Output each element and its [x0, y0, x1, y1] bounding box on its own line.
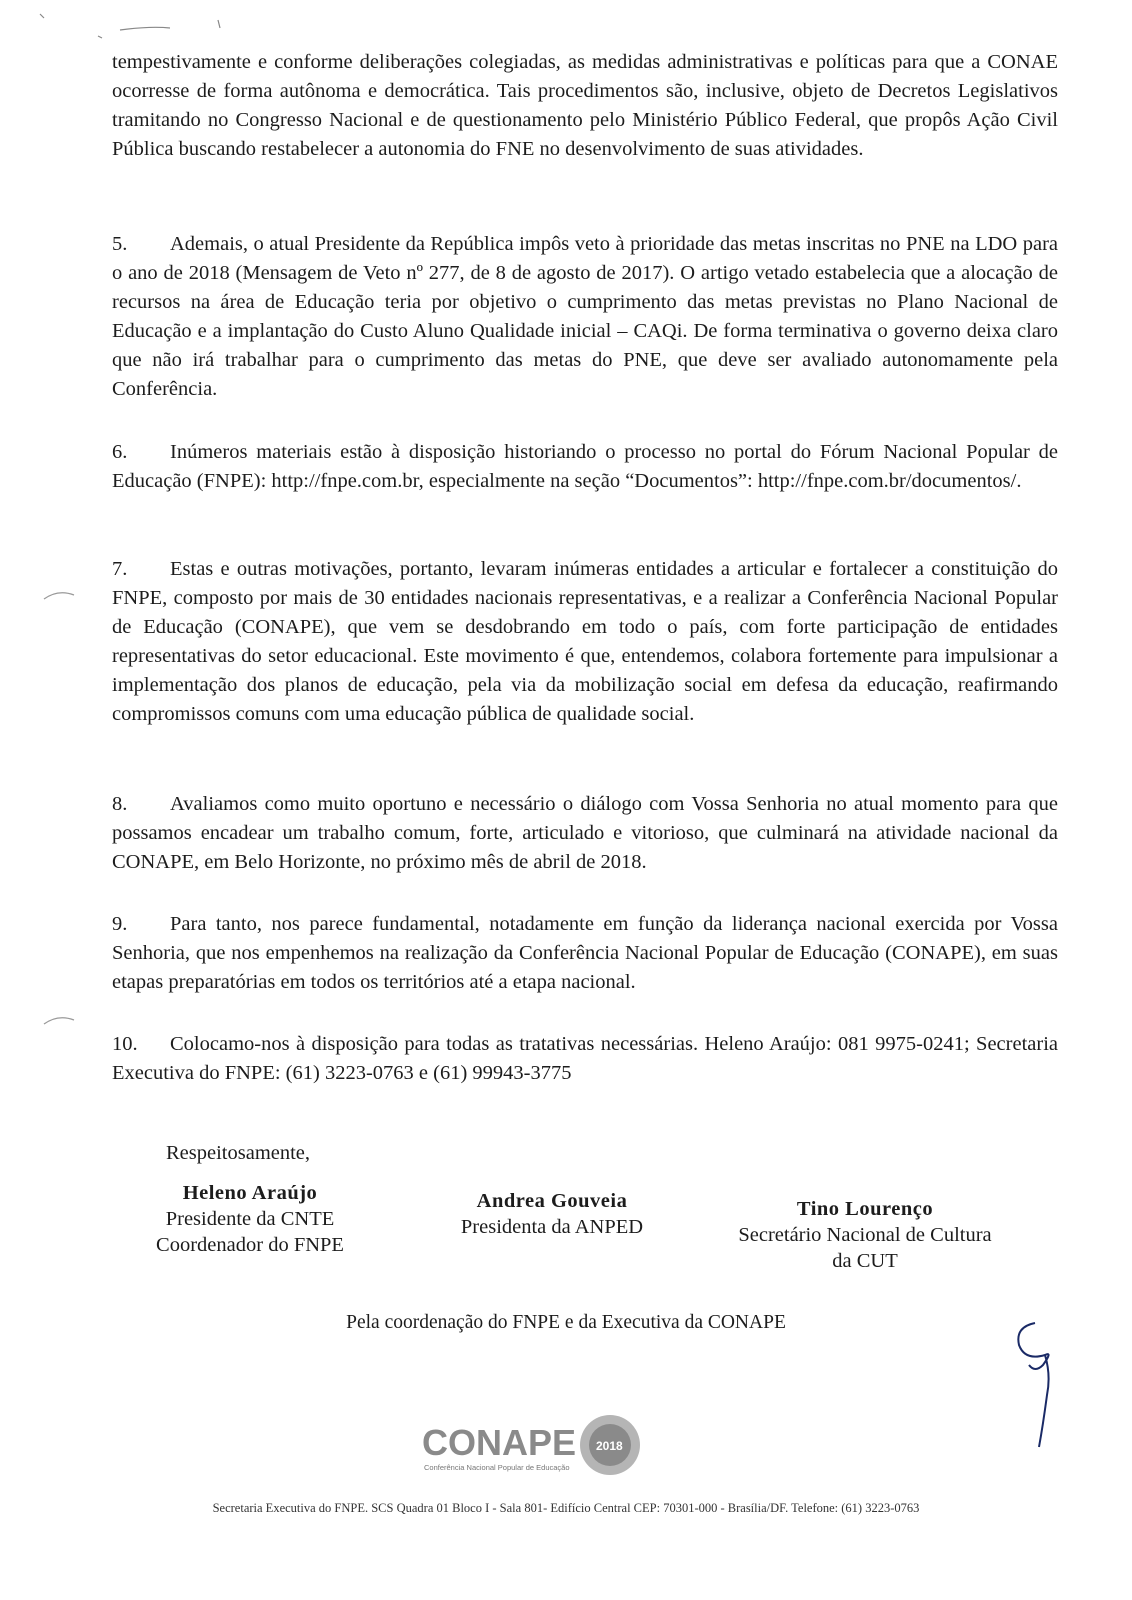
logo-wordmark: CONAPE — [422, 1422, 577, 1463]
signatory-3 — [705, 1196, 1025, 1274]
coordination-line: Pela coordenação do FNPE e da Executiva da CONAPE — [346, 1312, 786, 1333]
signatory-title: Secretário Nacional de Cultura — [738, 1224, 992, 1246]
logo-year: 2018 — [596, 1439, 623, 1453]
signatory-1 — [130, 1180, 370, 1258]
paragraph-5: 5. Ademais, o atual Presidente da República impôs veto à prioridade das metas inscritas no PNE na LDO para o ano de 2018 (Mensagem de Veto nº 277, de 8 de agosto de 2017). O artigo vetado estabelecia que a alocação de recursos na área de Educação teria por objetivo o cumprimento das metas previstas no Plano Nacional de Educação e a implantação do Custo Aluno Qualidade inicial – CAQi. De forma terminativa o governo deixa claro que não irá trabalhar para o cumprimento das metas do PNE, que deve ser avaliado autonomamente pela Conferência. — [112, 233, 1058, 400]
handwritten-initial — [1005, 1315, 1065, 1455]
paragraph-10: 10. Colocamo-nos à disposição para todas as tratativas necessárias. Heleno Araújo: 081 9975-0241; Secretaria Executiva do FNPE: (61) 3223-0763 e (61) 99943-3775 — [112, 1033, 1058, 1084]
signatory-name: Heleno Araújo — [182, 1182, 318, 1204]
scan-artifact-top — [20, 8, 230, 48]
signatory-title: Coordenador do FNPE — [156, 1234, 344, 1256]
scan-artifact-left-1 — [40, 585, 80, 605]
intro-paragraph: tempestivamente e conforme deliberações colegiadas, as medidas administrativas e políticas para que a CONAE ocorresse de forma autônoma e democrática. Tais procedimentos são, inclusive, objeto de Decretos Legislativos tramitando no Congresso Nacional e de questionamento pelo Ministério Público Federal, que propôs Ação Civil Pública buscando restabelecer a autonomia do FNE no desenvolvimento de suas atividades. — [112, 51, 1058, 160]
closing-salutation: Respeitosamente, — [166, 1142, 311, 1164]
logo-subtitle: Conferência Nacional Popular de Educação — [424, 1463, 570, 1472]
signatory-name: Tino Lourenço — [796, 1198, 934, 1220]
paragraph-7: 7. Estas e outras motivações, portanto, levaram inúmeras entidades a articular e fortalecer a constituição do FNPE, composto por mais de 30 entidades nacionais representativas, e a realizar a Conferência Nacional Popular de Educação (CONAPE), que vem se desdobrando em todo o país, com forte participação de entidades representativas do setor educacional. Este movimento é que, entendemos, colabora fortemente para impulsionar a implementação dos planos de educação, pela via da mobilização social em defesa da educação, reafirmando compromissos comuns com uma educação pública de qualidade social. — [112, 558, 1058, 725]
paragraph-8: 8. Avaliamos como muito oportuno e necessário o diálogo com Vossa Senhoria no atual momento para que possamos encadear um trabalho comum, forte, articulado e vitorioso, que culminará na atividade nacional da CONAPE, em Belo Horizonte, no próximo mês de abril de 2018. — [112, 793, 1058, 873]
signatory-2 — [432, 1188, 672, 1240]
signatory-title: Presidente da CNTE — [165, 1208, 335, 1230]
signatory-name: Andrea Gouveia — [476, 1190, 628, 1212]
scan-artifact-left-2 — [40, 1010, 80, 1030]
signatory-title: Presidenta da ANPED — [460, 1216, 644, 1238]
conape-logo — [420, 1410, 660, 1480]
footer-address: Secretaria Executiva do FNPE. SCS Quadra 01 Bloco I - Sala 801- Edifício Central CEP: 70301-000 - Brasília/DF. Telefone: (61) 3223-0763 — [212, 1501, 920, 1515]
paragraph-9: 9. Para tanto, nos parece fundamental, notadamente em função da liderança nacional exercida por Vossa Senhoria, que nos empenhemos na realização da Conferência Nacional Popular de Educação (CONAPE), em suas etapas preparatórias em todos os territórios até a etapa nacional. — [112, 913, 1058, 993]
paragraph-6: 6. Inúmeros materiais estão à disposição historiando o processo no portal do Fórum Nacional Popular de Educação (FNPE): http://fnpe.com.br, especialmente na seção “Documentos”: http://fnpe.com.br/documentos/. — [112, 441, 1058, 492]
signatory-title: da CUT — [832, 1250, 898, 1272]
